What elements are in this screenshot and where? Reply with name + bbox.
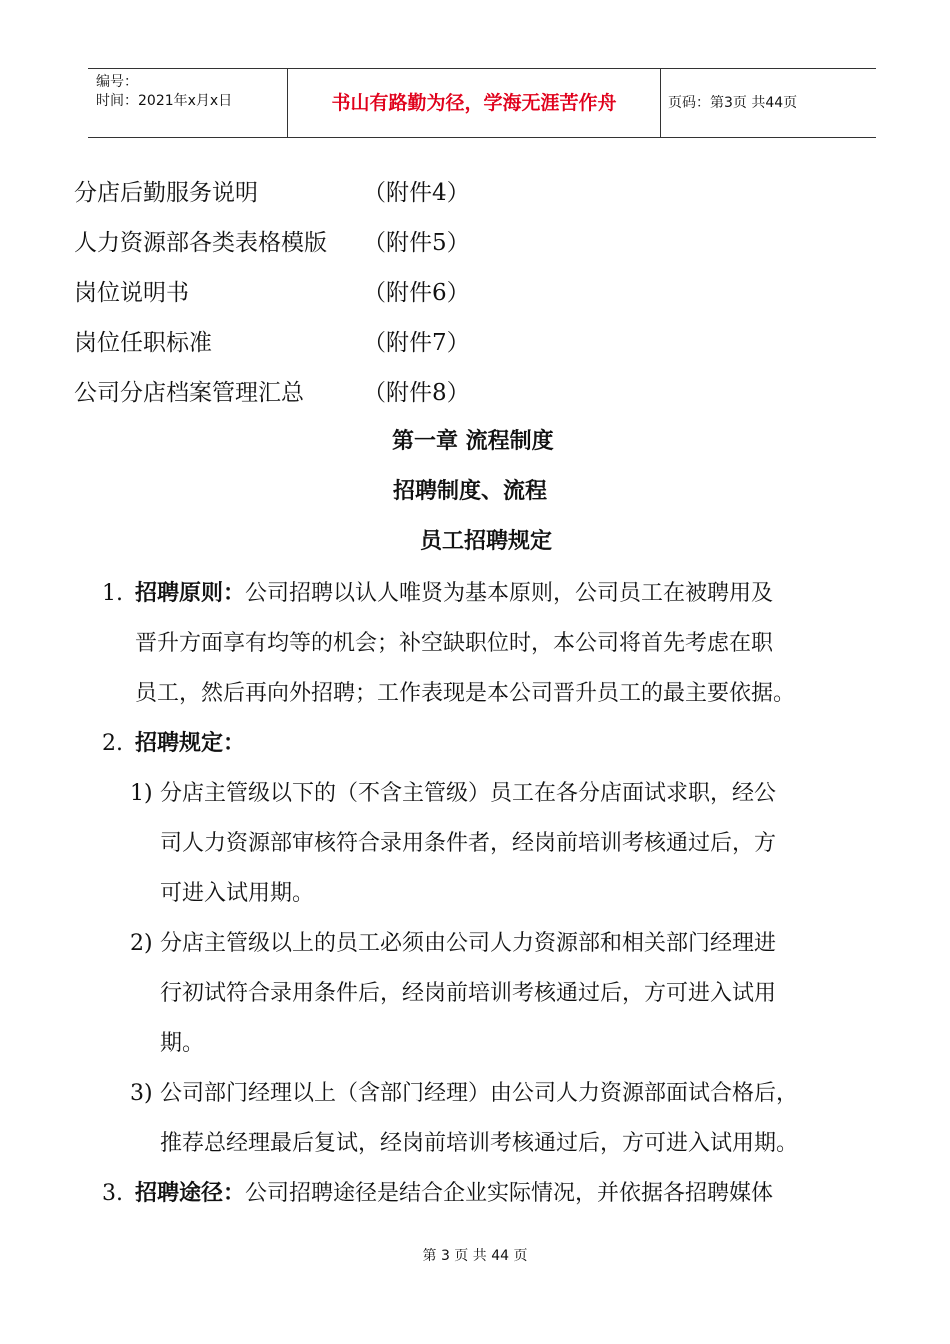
item-number: 2. (102, 731, 123, 756)
paragraph-line: 可进入试用期。 (160, 881, 315, 906)
chapter-heading: 第一章 流程制度 (392, 429, 554, 454)
paragraph-line (135, 569, 773, 619)
toc-item-attachment: （附件8） (363, 380, 470, 406)
item-title: 招聘规定： (135, 731, 246, 756)
document-time-label: 时间：2021年x月x日 (96, 93, 233, 109)
paragraph-line: 推荐总经理最后复试，经岗前培训考核通过后，方可进入试用期。 (160, 1131, 799, 1156)
item-number: 1. (102, 581, 123, 606)
section-heading: 招聘制度、流程 (393, 479, 548, 504)
toc-item-attachment: （附件5） (363, 230, 470, 256)
toc-item-name: 公司分店档案管理汇总 (74, 380, 304, 406)
page-header (88, 68, 876, 138)
subitem-number: 2) (130, 931, 153, 956)
paragraph-line: 分店主管级以下的（不含主管级）员工在各分店面试求职，经公 (160, 781, 777, 806)
toc-item-name: 岗位任职标准 (74, 330, 212, 356)
paragraph-line: 晋升方面享有均等的机会；补空缺职位时，本公司将首先考虑在职 (135, 631, 774, 656)
header-meta (88, 69, 288, 137)
paragraph-line: 员工，然后再向外招聘；工作表现是本公司晋升员工的最主要依据。 (135, 681, 796, 706)
toc-item-name: 分店后勤服务说明 (74, 180, 258, 206)
item-number: 3. (102, 1181, 123, 1206)
paragraph-line (135, 1169, 773, 1219)
toc-item-attachment: （附件7） (363, 330, 470, 356)
toc-item-name: 人力资源部各类表格模版 (74, 230, 327, 256)
toc-item-attachment: （附件6） (363, 280, 470, 306)
toc-item-name: 岗位说明书 (74, 280, 189, 306)
paragraph-line: 期。 (160, 1031, 205, 1056)
header-page-info: 页码：第3页 共44页 (668, 95, 798, 111)
page-footer: 第 3 页 共 44 页 (422, 1248, 528, 1264)
item-title: 招聘原则： (135, 581, 246, 606)
document-number-label: 编号： (96, 74, 138, 90)
header-motto: 书山有路勤为径，学海无涯苦作舟 (288, 69, 661, 137)
paragraph-line: 公司部门经理以上（含部门经理）由公司人力资源部面试合格后， (160, 1081, 799, 1106)
item-title: 招聘途径： (135, 1181, 246, 1206)
toc-item-attachment: （附件4） (363, 180, 470, 206)
subsection-heading: 员工招聘规定 (420, 529, 553, 554)
paragraph-line: 行初试符合录用条件后，经岗前培训考核通过后，方可进入试用 (160, 981, 777, 1006)
subitem-number: 1) (130, 781, 153, 806)
item-text: 公司招聘途径是结合企业实际情况，并依据各招聘媒体 (245, 1181, 774, 1206)
paragraph-line: 司人力资源部审核符合录用条件者，经岗前培训考核通过后，方 (160, 831, 777, 856)
paragraph-line: 分店主管级以上的员工必须由公司人力资源部和相关部门经理进 (160, 931, 777, 956)
subitem-number: 3) (130, 1081, 153, 1106)
item-text: 公司招聘以认人唯贤为基本原则，公司员工在被聘用及 (245, 581, 774, 606)
